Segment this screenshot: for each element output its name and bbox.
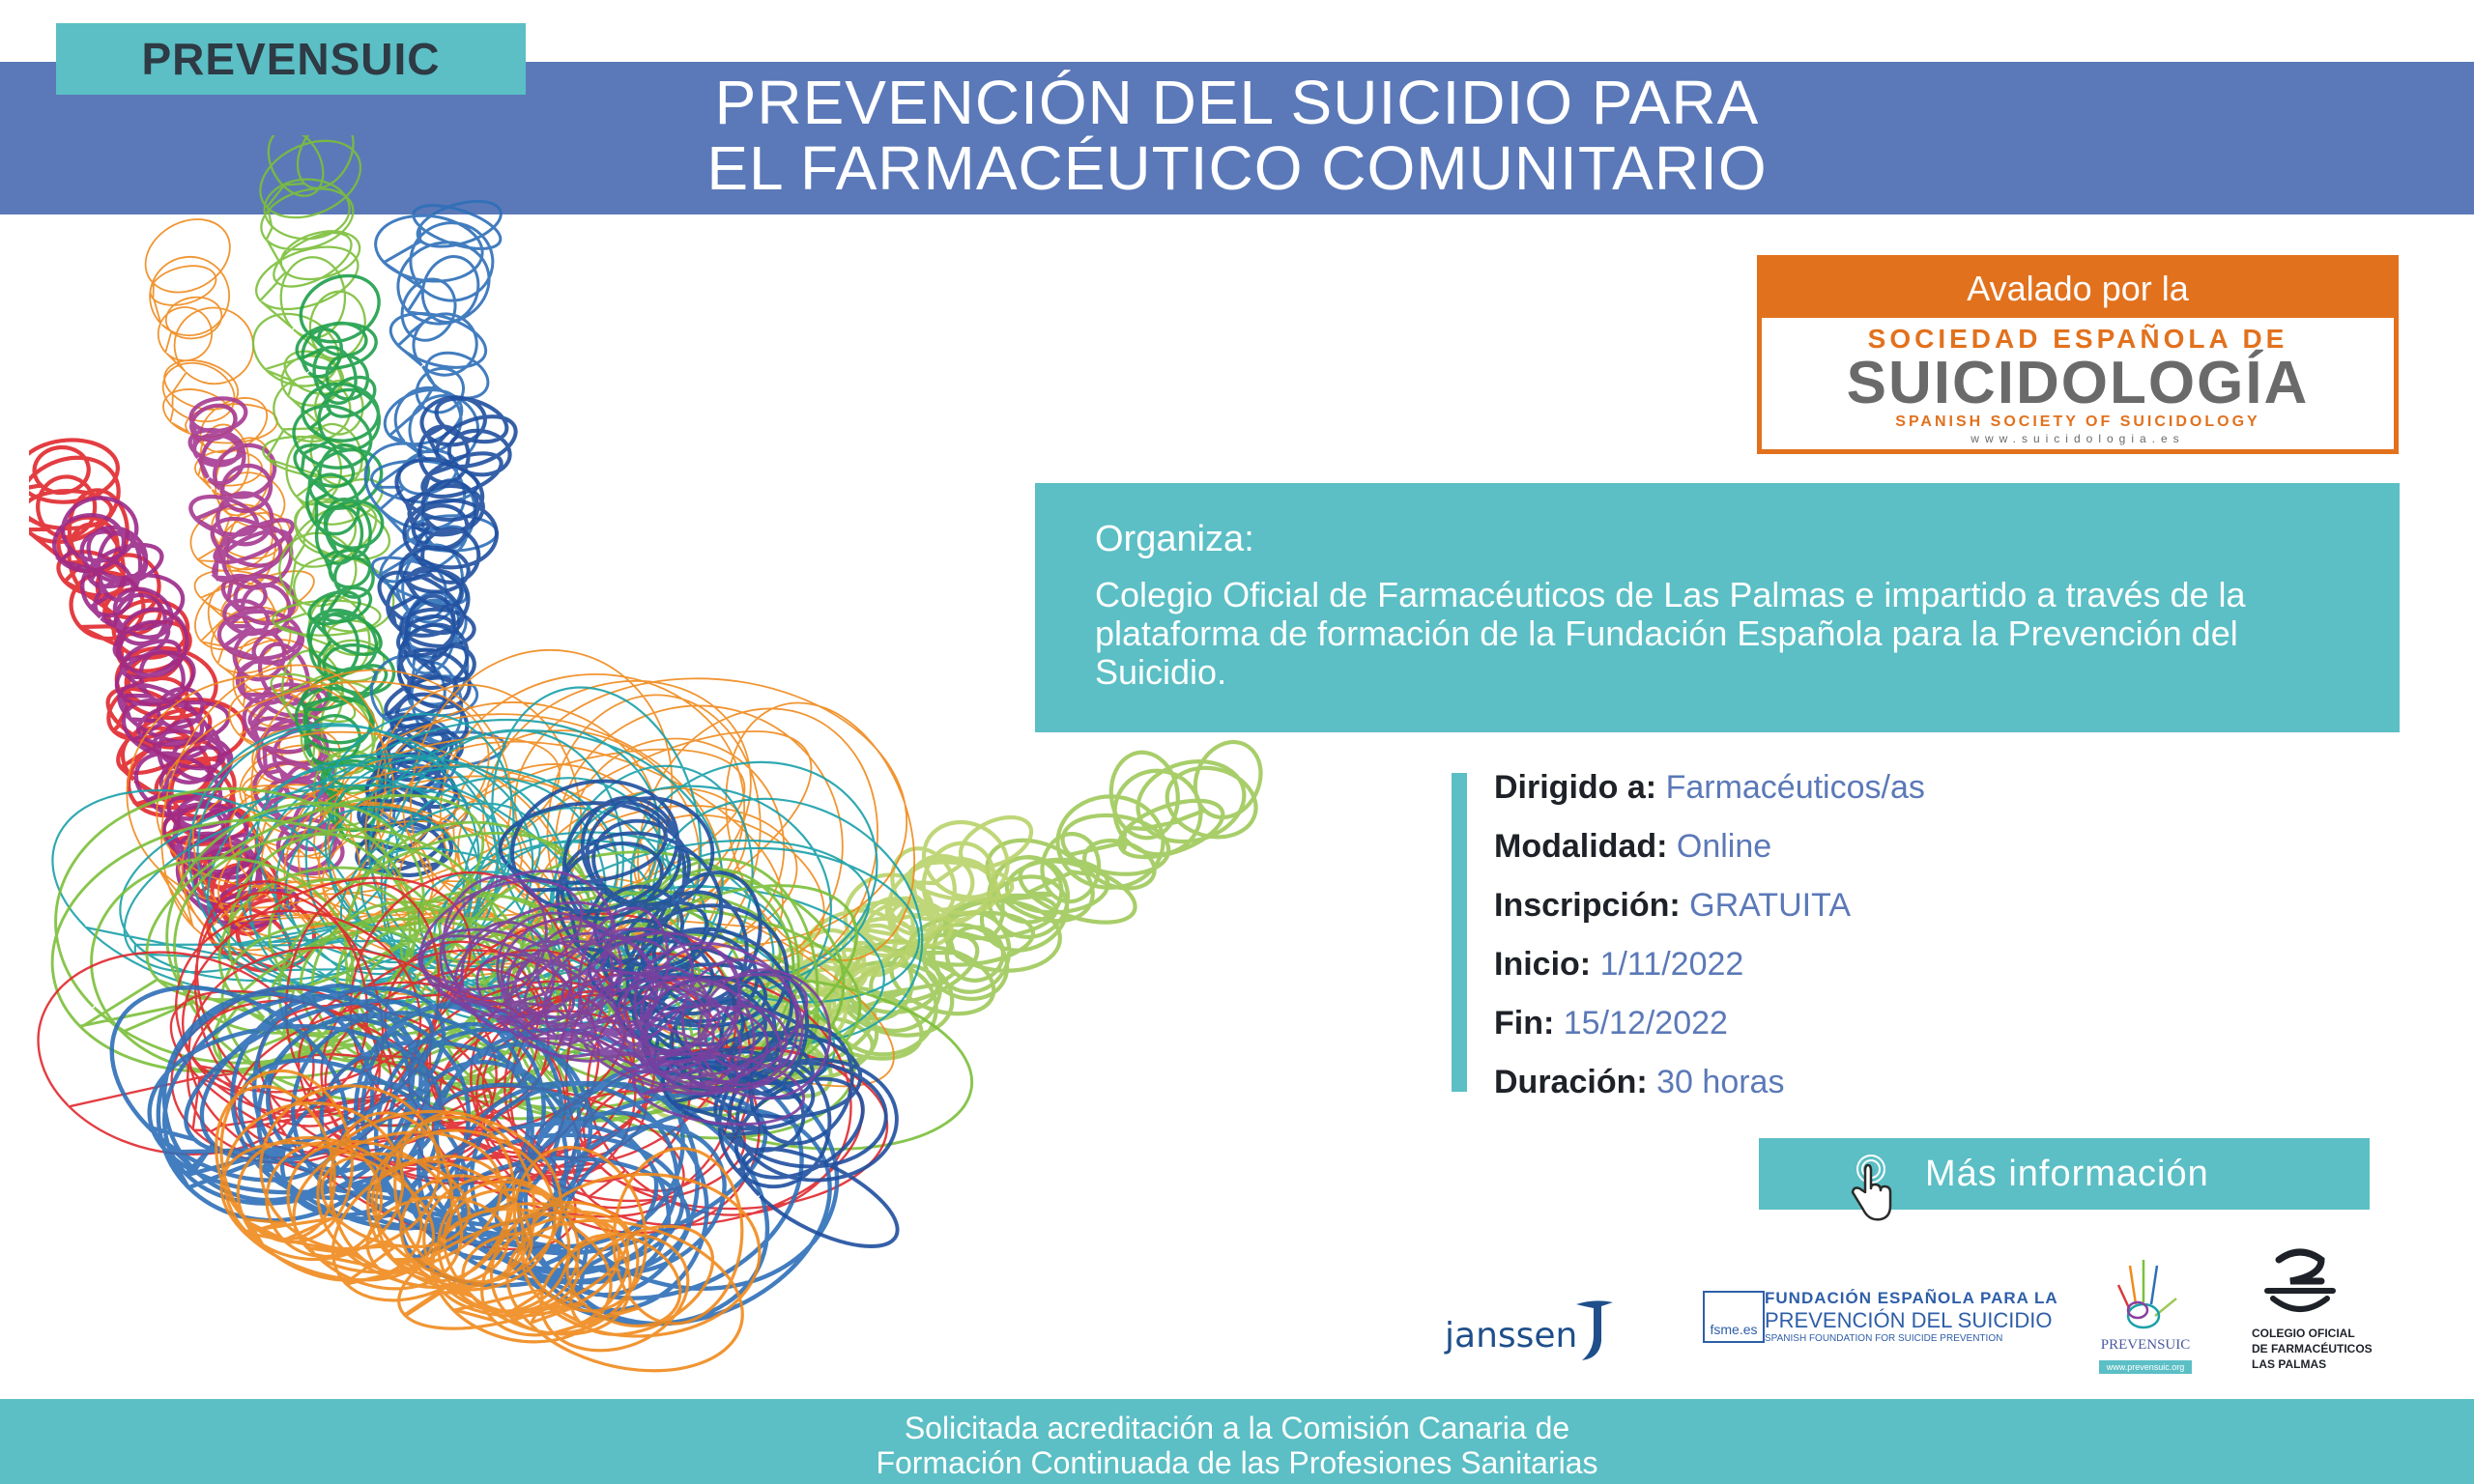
fsme-logo (1703, 1289, 2058, 1351)
colegio-line-2: DE FARMACÉUTICOS (2252, 1342, 2373, 1356)
detail-row-modality (1494, 822, 1925, 881)
detail-value: 1/11/2022 (1599, 946, 1744, 983)
details-accent-bar (1452, 773, 1467, 1092)
title-line-2: EL FARMACÉUTICO COMUNITARIO (706, 133, 1768, 203)
more-info-label: Más información (1925, 1153, 2209, 1194)
detail-value: 15/12/2022 (1563, 1005, 1728, 1042)
seds-logo-line-1: SOCIEDAD ESPAÑOLA DE (1867, 324, 2288, 354)
fsme-badge: fsme.es (1703, 1291, 1765, 1343)
janssen-logo (1445, 1293, 1619, 1370)
colegio-logo-text (2252, 1326, 2377, 1372)
endorsement-label: Avalado por la (1762, 260, 2394, 318)
detail-row-registration (1494, 881, 1925, 940)
detail-row-duration (1494, 1058, 1925, 1117)
janssen-wordmark: janssen (1445, 1316, 1578, 1356)
organizer-text: Colegio Oficial de Farmacéuticos de Las Palmas e impartido a través de la plataforma de formación de la Fundación Española para la Prevención del Suicidio. (1095, 575, 2246, 692)
scribble-hand-illustration (29, 135, 1276, 1391)
detail-row-start (1494, 940, 1925, 999)
detail-value: GRATUITA (1689, 887, 1852, 924)
small-hand-icon (2109, 1256, 2182, 1337)
prevensuic-logo (2095, 1252, 2196, 1376)
detail-row-audience (1494, 763, 1925, 822)
accreditation-footer (0, 1399, 2474, 1484)
detail-value: Farmacéuticos/as (1665, 769, 1925, 806)
detail-label: Duración: (1494, 1064, 1648, 1100)
seds-logo-url: www.suicidologia.es (1971, 432, 2185, 445)
endorsement-box (1757, 255, 2399, 454)
seds-logo-line-3: SPANISH SOCIETY OF SUICIDOLOGY (1895, 414, 2260, 430)
colegio-line-1: COLEGIO OFICIAL (2252, 1327, 2355, 1340)
seds-logo-line-2: SUICIDOLOGÍA (1846, 350, 2310, 416)
detail-value: 30 horas (1656, 1064, 1785, 1100)
brand-tab: PREVENSUIC (56, 23, 526, 95)
organizer-box (1035, 483, 2400, 732)
prevensuic-logo-url: www.prevensuic.org (2099, 1360, 2192, 1374)
detail-label: Dirigido a: (1494, 769, 1657, 806)
fsme-line-2: PREVENCIÓN DEL SUICIDIO (1765, 1308, 2053, 1332)
detail-value: Online (1676, 828, 1772, 865)
detail-row-end (1494, 999, 1925, 1058)
page-title (0, 70, 2474, 201)
detail-label: Inscripción: (1494, 887, 1681, 924)
janssen-swoosh-icon (1572, 1297, 1617, 1364)
pointer-hand-icon (1827, 1152, 1894, 1229)
prevensuic-logo-label: PREVENSUIC (2100, 1337, 2191, 1353)
detail-label: Fin: (1494, 1005, 1555, 1042)
detail-label: Modalidad: (1494, 828, 1668, 865)
seds-logo (1762, 324, 2394, 445)
colegio-farmaceuticos-logo (2252, 1246, 2377, 1378)
colegio-line-3: LAS PALMAS (2252, 1357, 2327, 1371)
footer-line-2: Formación Continuada de las Profesiones Sanitarias (876, 1445, 1598, 1480)
footer-line-1: Solicitada acreditación a la Comisión Canaria de (904, 1411, 1570, 1445)
title-line-1: PREVENCIÓN DEL SUICIDIO PARA (714, 68, 1760, 137)
colegio-emblem-icon (2261, 1246, 2339, 1320)
detail-label: Inicio: (1494, 946, 1592, 983)
course-details (1494, 763, 1925, 1117)
fsme-line-3: SPANISH FOUNDATION FOR SUICIDE PREVENTION (1765, 1333, 2003, 1344)
fsme-line-1: FUNDACIÓN ESPAÑOLA PARA LA (1765, 1289, 2058, 1307)
organizer-label: Organiza: (1095, 519, 1254, 559)
